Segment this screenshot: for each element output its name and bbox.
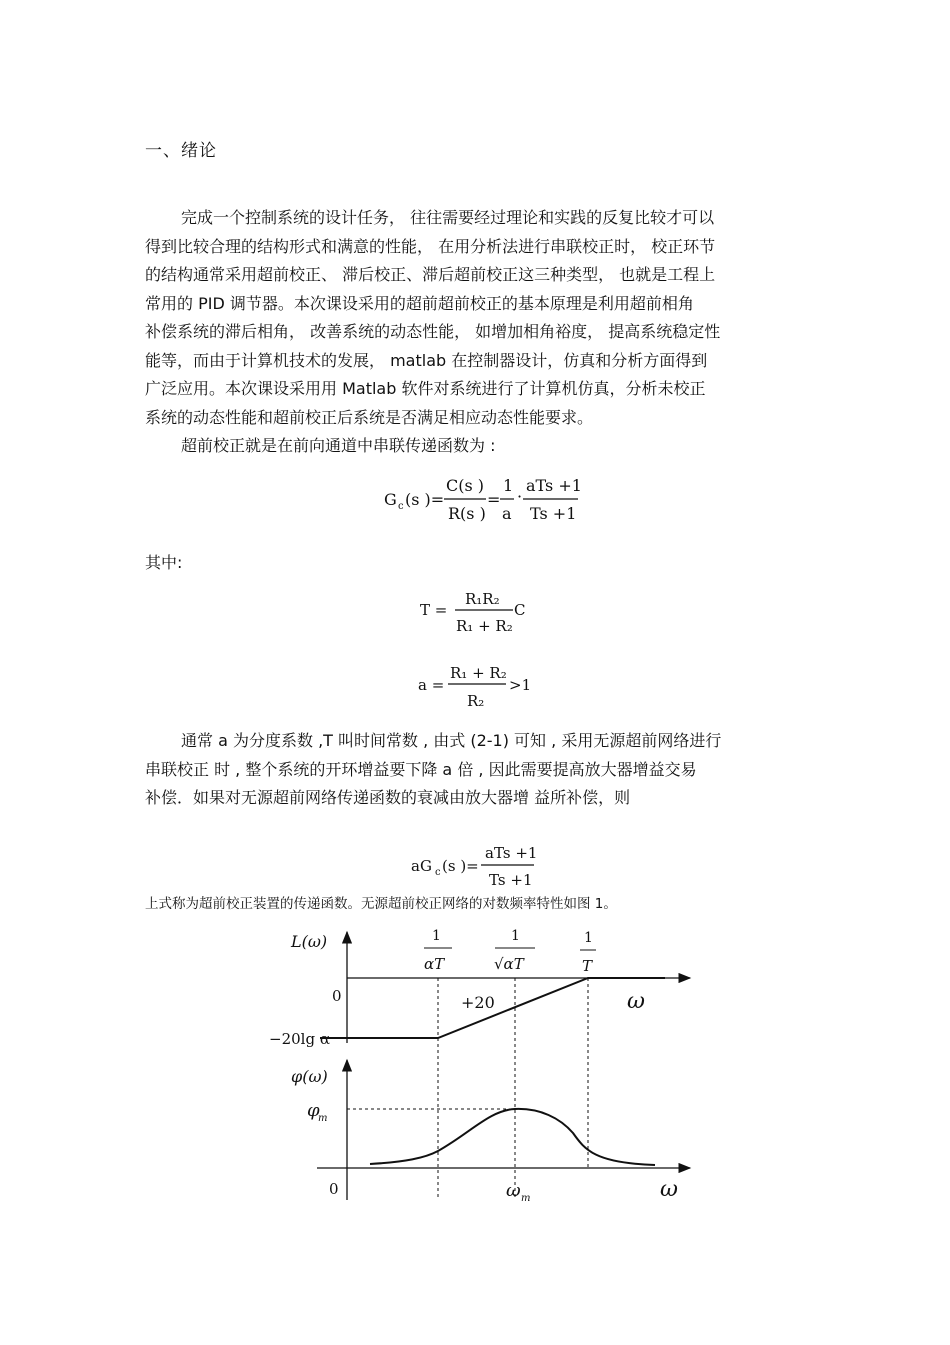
time-constant-formula	[415, 588, 535, 638]
zero-label-top: 0	[332, 987, 342, 1005]
text-line: 广泛应用。本次课设采用用 Matlab 软件对系统进行了计算机仿真，分析未校正	[145, 379, 706, 398]
y-label-magnitude: L(ω)	[291, 932, 328, 951]
formula-num: R₁ + R₂	[450, 664, 507, 682]
intro-paragraph	[145, 204, 805, 461]
mark2-den: √αT	[494, 955, 524, 973]
formula-den: a	[502, 504, 512, 523]
formula-lhs: a =	[418, 676, 445, 694]
formula-den: R₂	[467, 692, 485, 710]
formula-lhs-arg: (s )=	[442, 857, 479, 875]
formula-num: C(s )	[446, 476, 485, 495]
formula-tail: >1	[509, 676, 532, 694]
formula-tail: C	[514, 601, 526, 619]
text-line: 串联校正 时 , 整个系统的开环增益要下降 a 倍 , 因此需要提高放大器增益交易	[145, 759, 697, 779]
slope-label: +20	[461, 993, 495, 1012]
figure-caption: 上式称为超前校正装置的传递函数。无源超前校正网络的对数频率特性如图 1。	[145, 896, 617, 912]
transfer-function-formula	[370, 472, 600, 530]
ratio-formula	[415, 662, 545, 712]
phase-curve	[370, 1109, 655, 1165]
bode-diagram	[255, 918, 695, 1218]
formula-lhs-sub: c	[435, 867, 441, 878]
omega-m-sub: m	[521, 1193, 531, 1204]
gain-label: −20lg α	[269, 1030, 330, 1048]
text-line: 常用的 PID 调节器。本次课设采用的超前超前校正的基本原理是利用超前相角	[145, 293, 694, 313]
formula-lhs: G	[384, 490, 397, 509]
text-line: 超前校正就是在前向通道中串联传递函数为 :	[181, 436, 496, 455]
formula-num: aTs +1	[485, 844, 538, 862]
mark2-num: 1	[511, 928, 520, 944]
formula-lhs: T =	[420, 601, 448, 619]
mark1-den: αT	[424, 955, 445, 973]
formula-den: Ts +1	[530, 504, 577, 523]
text-line: 的结构通常采用超前校正、 滞后校正、滞后超前校正这三种类型， 也就是工程上	[145, 265, 716, 284]
y-label-phase: φ(ω)	[291, 1067, 328, 1086]
formula-den: R(s )	[448, 504, 486, 523]
formula-lhs-arg: (s )=	[405, 490, 445, 509]
compensated-formula	[405, 840, 555, 892]
text-line: 补偿系统的滞后相角， 改善系统的动态性能， 如增加相角裕度， 提高系统稳定性	[145, 322, 721, 341]
formula-dot: ·	[517, 487, 523, 506]
formula-num: aTs +1	[526, 476, 582, 495]
mark1-num: 1	[432, 928, 441, 944]
omega-m-label: ω	[506, 1180, 521, 1201]
omega-label-top: ω	[627, 989, 645, 1014]
formula-lhs-sub: c	[398, 501, 404, 512]
formula-lhs: aG	[411, 857, 432, 875]
formula-den: R₁ + R₂	[456, 617, 513, 635]
formula-den: Ts +1	[489, 871, 533, 889]
omega-label-bottom: ω	[660, 1177, 678, 1202]
mark3-den: T	[582, 957, 593, 975]
mark3-num: 1	[584, 930, 593, 946]
section-heading: 一、绪论	[145, 141, 217, 161]
text-line: 得到比较合理的结构形式和满意的性能， 在用分析法进行串联校正时， 校正环节	[145, 236, 716, 256]
text-line: 能等，而由于计算机技术的发展， matlab 在控制器设计，仿真和分析方面得到	[145, 350, 708, 370]
explanation-paragraph	[145, 727, 805, 813]
text-line: 补偿．如果对无源超前网络传递函数的衰减由放大器增 益所补偿，则	[145, 788, 631, 807]
phi-m-label: φ	[307, 1100, 320, 1121]
formula-num: R₁R₂	[465, 590, 500, 608]
formula-num: 1	[503, 476, 514, 495]
text-line: 系统的动态性能和超前校正后系统是否满足相应动态性能要求。	[145, 407, 594, 427]
formula-eq: =	[487, 490, 501, 509]
zero-label-bottom: 0	[329, 1180, 339, 1198]
text-line: 通常 a 为分度系数 ,T 叫时间常数 , 由式 (2-1) 可知 , 采用无源超前网络进行	[181, 731, 722, 750]
text-line: 完成一个控制系统的设计任务， 往往需要经过理论和实践的反复比较才可以	[181, 208, 715, 227]
phi-m-sub: m	[318, 1113, 328, 1124]
label-qizhong: 其中:	[145, 553, 183, 572]
